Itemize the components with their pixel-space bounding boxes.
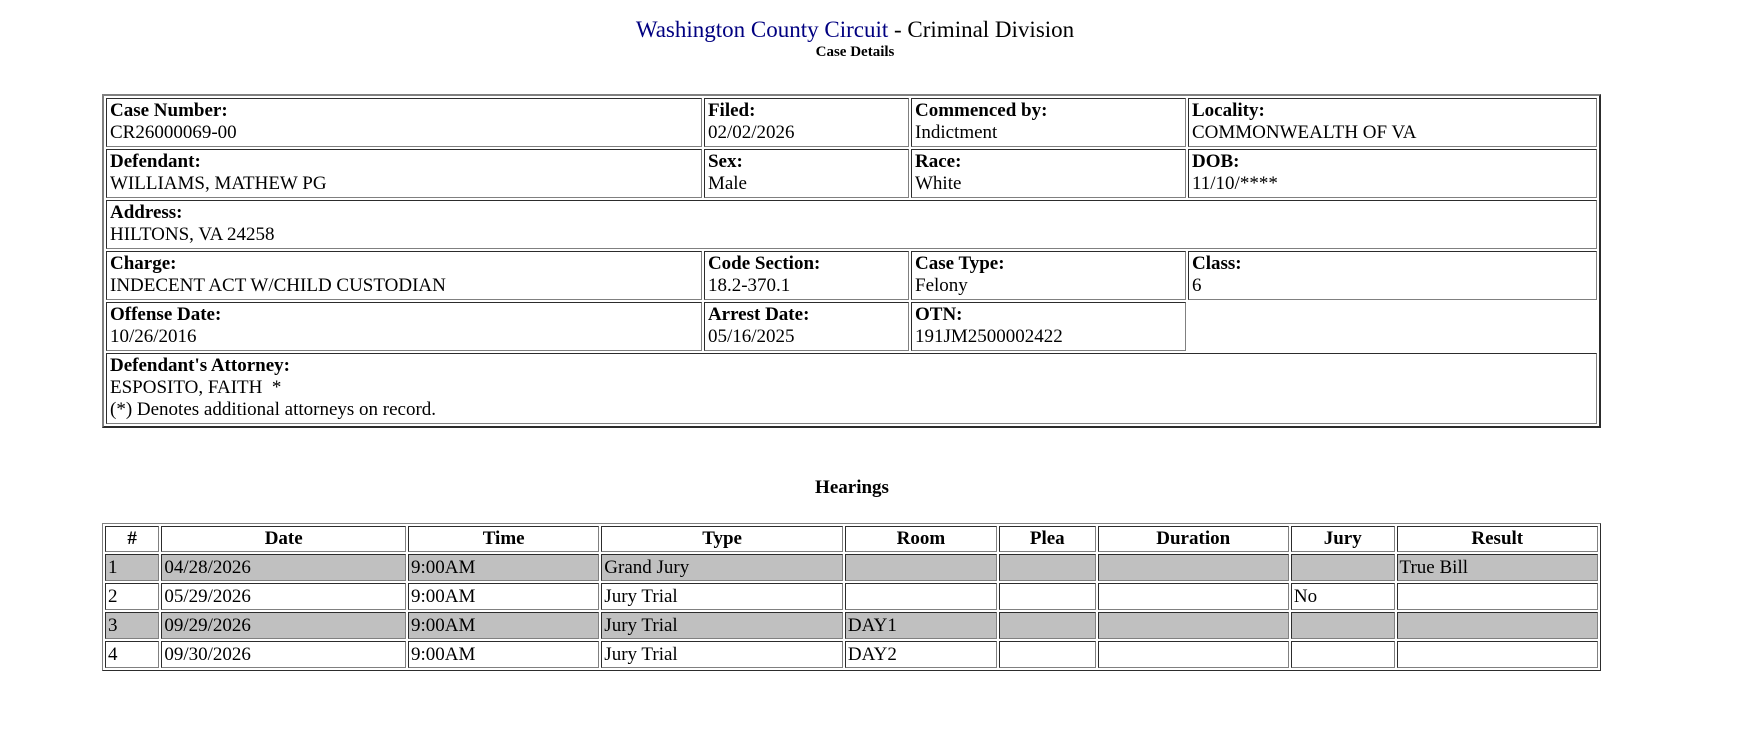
case-details-table — [102, 94, 1601, 428]
case-type-label: Case Type: — [915, 253, 1005, 274]
table-cell: DAY2 — [845, 641, 997, 668]
table-cell — [999, 641, 1096, 668]
table-cell — [1098, 641, 1289, 668]
address-cell — [106, 200, 1597, 249]
sex-label: Sex: — [707, 151, 743, 172]
table-cell: 4 — [105, 641, 159, 668]
dob-cell — [1188, 149, 1597, 198]
page-header — [0, 16, 1710, 61]
attorney-value: ESPOSITO, FAITH * — [110, 377, 282, 398]
sex-cell — [704, 149, 909, 198]
table-cell: DAY1 — [845, 612, 997, 639]
case-row — [106, 353, 1597, 424]
case-number-cell — [106, 98, 702, 147]
hearings-title: Hearings — [815, 477, 889, 498]
arrest-date-value: 05/16/2025 — [707, 326, 795, 347]
defendant-value: WILLIAMS, MATHEW PG — [110, 173, 327, 194]
table-cell: Jury Trial — [601, 583, 843, 610]
filed-cell — [704, 98, 909, 147]
column-header: Duration — [1098, 526, 1289, 552]
table-cell — [1291, 641, 1395, 668]
table-cell: Jury Trial — [601, 641, 843, 668]
defendant-label: Defendant: — [110, 151, 201, 172]
hearings-table — [102, 523, 1601, 671]
court-name: Washington County Circuit — [635, 17, 889, 42]
empty-cell — [1188, 302, 1597, 351]
table-cell — [845, 554, 997, 581]
table-cell — [1397, 641, 1598, 668]
column-header: Result — [1397, 526, 1598, 552]
race-value: White — [915, 173, 962, 194]
address-label: Address: — [110, 202, 183, 223]
table-row — [105, 554, 1598, 581]
class-value: 6 — [1191, 275, 1202, 296]
race-label: Race: — [915, 151, 962, 172]
table-cell: 04/28/2026 — [161, 554, 406, 581]
table-cell: 9:00AM — [408, 583, 599, 610]
case-row — [106, 251, 1597, 300]
page-title — [0, 16, 1710, 43]
charge-value: INDECENT ACT W/CHILD CUSTODIAN — [110, 275, 446, 296]
case-row — [106, 200, 1597, 249]
table-row — [105, 583, 1598, 610]
table-cell: 05/29/2026 — [161, 583, 406, 610]
table-cell: 09/29/2026 — [161, 612, 406, 639]
commenced-value: Indictment — [915, 122, 998, 143]
arrest-date-cell — [704, 302, 909, 351]
code-section-cell — [704, 251, 909, 300]
code-section-value: 18.2-370.1 — [707, 275, 791, 296]
charge-cell — [106, 251, 702, 300]
column-header: Jury — [1291, 526, 1395, 552]
attorney-label: Defendant's Attorney: — [110, 355, 290, 376]
case-type-value: Felony — [915, 275, 968, 296]
commenced-cell — [911, 98, 1186, 147]
table-cell — [1098, 583, 1289, 610]
offense-date-cell — [106, 302, 702, 351]
class-label: Class: — [1191, 253, 1242, 274]
column-header: # — [105, 526, 159, 552]
table-cell: Jury Trial — [601, 612, 843, 639]
arrest-date-label: Arrest Date: — [707, 304, 810, 325]
column-header: Room — [845, 526, 997, 552]
table-cell: Grand Jury — [601, 554, 843, 581]
case-type-cell — [911, 251, 1186, 300]
address-value: HILTONS, VA 24258 — [110, 224, 275, 245]
table-cell — [999, 554, 1096, 581]
locality-value: COMMONWEALTH OF VA — [1191, 122, 1417, 143]
table-cell — [999, 583, 1096, 610]
table-cell — [999, 612, 1096, 639]
hearings-header-row — [105, 526, 1598, 552]
race-cell — [911, 149, 1186, 198]
case-row — [106, 98, 1597, 147]
locality-label: Locality: — [1191, 100, 1265, 121]
attorney-note: (*) Denotes additional attorneys on record. — [110, 399, 437, 420]
class-cell — [1188, 251, 1597, 300]
table-cell: True Bill — [1397, 554, 1598, 581]
table-cell: 9:00AM — [408, 612, 599, 639]
table-cell: 2 — [105, 583, 159, 610]
filed-label: Filed: — [707, 100, 756, 121]
division-name: - Criminal Division — [888, 17, 1075, 42]
table-cell — [1397, 612, 1598, 639]
table-cell — [1098, 612, 1289, 639]
sex-value: Male — [707, 173, 747, 194]
otn-cell — [911, 302, 1186, 351]
table-cell: 9:00AM — [408, 554, 599, 581]
table-cell — [1291, 612, 1395, 639]
table-row — [105, 641, 1598, 668]
defendant-cell — [106, 149, 702, 198]
table-cell — [1291, 554, 1395, 581]
case-row — [106, 149, 1597, 198]
charge-label: Charge: — [110, 253, 177, 274]
table-cell: 1 — [105, 554, 159, 581]
table-row — [105, 612, 1598, 639]
code-section-label: Code Section: — [707, 253, 821, 274]
attorney-cell — [106, 353, 1597, 424]
table-cell: No — [1291, 583, 1395, 610]
commenced-label: Commenced by: — [915, 100, 1048, 121]
filed-value: 02/02/2026 — [707, 122, 795, 143]
column-header: Type — [601, 526, 843, 552]
case-row — [106, 302, 1597, 351]
column-header: Plea — [999, 526, 1096, 552]
column-header: Date — [161, 526, 406, 552]
case-number-value: CR26000069-00 — [110, 122, 237, 143]
dob-value: 11/10/**** — [1191, 173, 1278, 194]
otn-label: OTN: — [915, 304, 963, 325]
table-cell — [845, 583, 997, 610]
table-cell — [1397, 583, 1598, 610]
offense-date-label: Offense Date: — [110, 304, 222, 325]
table-cell: 09/30/2026 — [161, 641, 406, 668]
page-subtitle: Case Details — [815, 44, 895, 60]
table-cell: 3 — [105, 612, 159, 639]
column-header: Time — [408, 526, 599, 552]
case-number-label: Case Number: — [110, 100, 228, 121]
dob-label: DOB: — [1191, 151, 1240, 172]
table-cell: 9:00AM — [408, 641, 599, 668]
otn-value: 191JM2500002422 — [915, 326, 1063, 347]
table-cell — [1098, 554, 1289, 581]
locality-cell — [1188, 98, 1597, 147]
offense-date-value: 10/26/2016 — [110, 326, 197, 347]
